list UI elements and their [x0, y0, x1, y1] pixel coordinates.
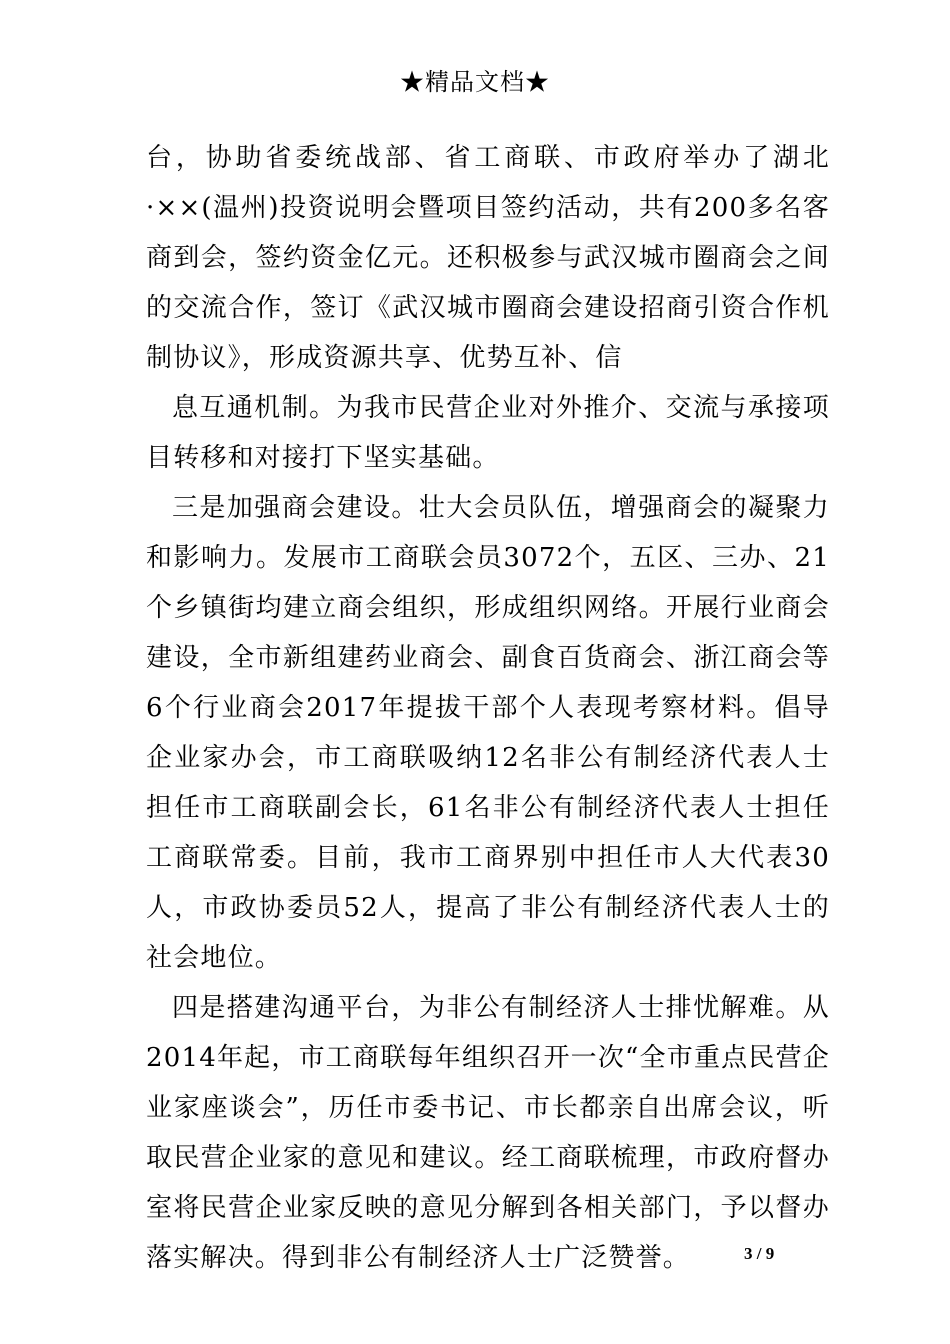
- page-number: 3 / 9: [744, 1244, 775, 1263]
- document-body: [146, 133, 830, 1283]
- paragraph-chamber-building: 三是加强商会建设。壮大会员队伍，增强商会的凝聚力和影响力。发展市工商联会员3072个，五区、三办、21个乡镇街均建立商会组织，形成组织网络。开展行业商会建设，全市新组建药业商会、副食百货商会、浙江商会等6个行业商会2017年提拔干部个人表现考察材料。倡导企业家办会，市工商联吸纳12名非公有制经济代表人士担任市工商联副会长，61名非公有制经济代表人士担任工商联常委。目前，我市工商界别中担任市人大代表30人，市政协委员52人，提高了非公有制经济代表人士的社会地位。: [146, 493, 830, 973]
- paragraph-continuation: 台，协助省委统战部、省工商联、市政府举办了湖北·××(温州)投资说明会暨项目签约活动，共有200多名客商到会，签约资金亿元。还积极参与武汉城市圈商会之间的交流合作，签订《武汉城市圈商会建设招商引资合作机制协议》，形成资源共享、优势互补、信: [146, 143, 830, 373]
- paragraph-mechanism: 息互通机制。为我市民营企业对外推介、交流与承接项目转移和对接打下坚实基础。: [146, 393, 830, 473]
- page-header-title: ★精品文档★: [400, 68, 550, 96]
- paragraph-communication-platform: 四是搭建沟通平台，为非公有制经济人士排忧解难。从2014年起，市工商联每年组织召开一次“全市重点民营企业家座谈会”，历任市委书记、市长都亲自出席会议，听取民营企业家的意见和建议。经工商联梳理，市政府督办室将民营企业家反映的意见分解到各相关部门，予以督办落实解决。得到非公有制经济人士广泛赞誉。: [146, 993, 830, 1273]
